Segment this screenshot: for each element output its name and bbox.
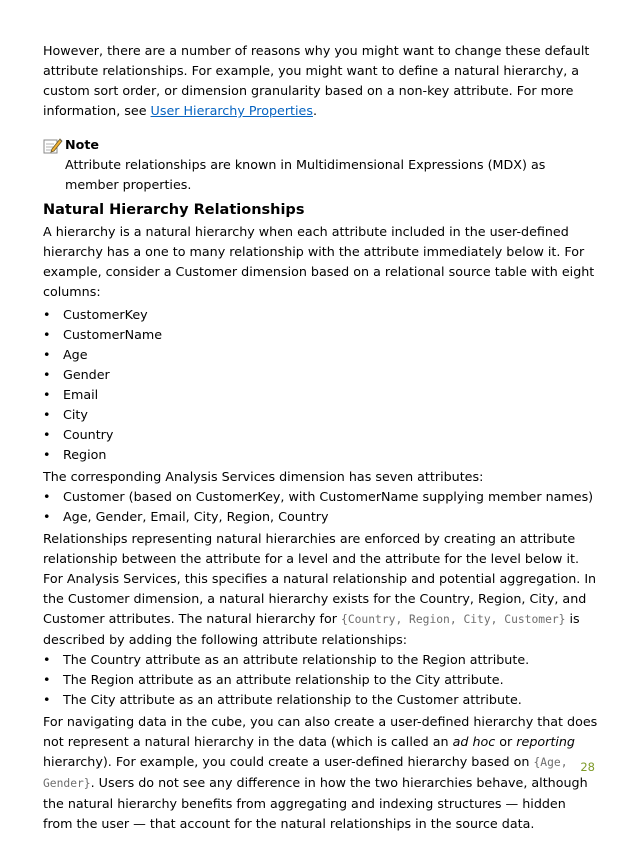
note-title: Note [65,137,100,152]
list-item: • The Region attribute as an attribute relationship to the City attribute. [43,670,598,690]
list-item: • Customer (based on CustomerKey, with CustomerName supplying member names) [43,487,598,507]
relationship-list [43,650,598,710]
list-item: • Age [43,345,598,365]
user-hierarchy-properties-link[interactable]: User Hierarchy Properties [150,103,313,118]
list-item: • CustomerName [43,325,598,345]
attribute-list [43,487,598,527]
section-heading: Natural Hierarchy Relationships [43,202,305,218]
note-box [43,135,598,195]
paragraph-natural-hierarchy: A hierarchy is a natural hierarchy when each attribute included in the user-defined hierarchy has a one to many relationship with the attribute immediately below it. For example, consider a Customer dimension based on a relational source table with eight columns: [43,224,595,299]
list-item: • Country [43,425,598,445]
paragraph-adhoc: For navigating data in the cube, you can also create a user-defined hierarchy that does not represent a natural hierarchy in the data (which is called an ad hoc or reporting hierarchy). For example, you could create a user-defined hierarchy based on {Age, Gender}. Users do not see any difference in how the two hierarchies behave, although the natural hierarchy benefits from aggregating and indexing structures — hidden from the user — that account for the natural relationships in the source data. [43,714,598,831]
paragraph-attributes: The corresponding Analysis Services dimension has seven attributes: [43,469,484,484]
intro-paragraph: However, there are a number of reasons why you might want to change these default attribute relationships. For example, you might want to define a natural hierarchy, a custom sort order, or dimension granularity based on a non-key attribute. For more information, see User Hierarchy Properties. [43,43,590,118]
page-number: 28 [580,760,595,774]
list-item: • Region [43,445,598,465]
list-item: • Gender [43,365,598,385]
column-list [43,305,598,465]
paragraph-relationships: Relationships representing natural hierarchies are enforced by creating an attribute relationship between the attribute for a level and the attribute for the level below it. For Analysis Services, this specifies a natural relationship and potential aggregation. In the Customer dimension, a natural hierarchy exists for the Country, Region, City, and Customer attributes. The natural hierarchy for {Country, Region, City, Customer} is described by adding the following attribute relationships: [43,531,597,647]
note-pencil-icon [43,137,63,155]
code-age-gender: {Age, Gender} [43,756,568,790]
list-item: • The Country attribute as an attribute relationship to the Region attribute. [43,650,598,670]
list-item: • City [43,405,598,425]
list-item: • Email [43,385,598,405]
code-hierarchy: {Country, Region, City, Customer} [341,613,566,626]
list-item: • The City attribute as an attribute relationship to the Customer attribute. [43,690,598,710]
note-text: Attribute relationships are known in Multidimensional Expressions (MDX) as member properties. [65,157,546,192]
list-item: • CustomerKey [43,305,598,325]
list-item: • Age, Gender, Email, City, Region, Country [43,507,598,527]
